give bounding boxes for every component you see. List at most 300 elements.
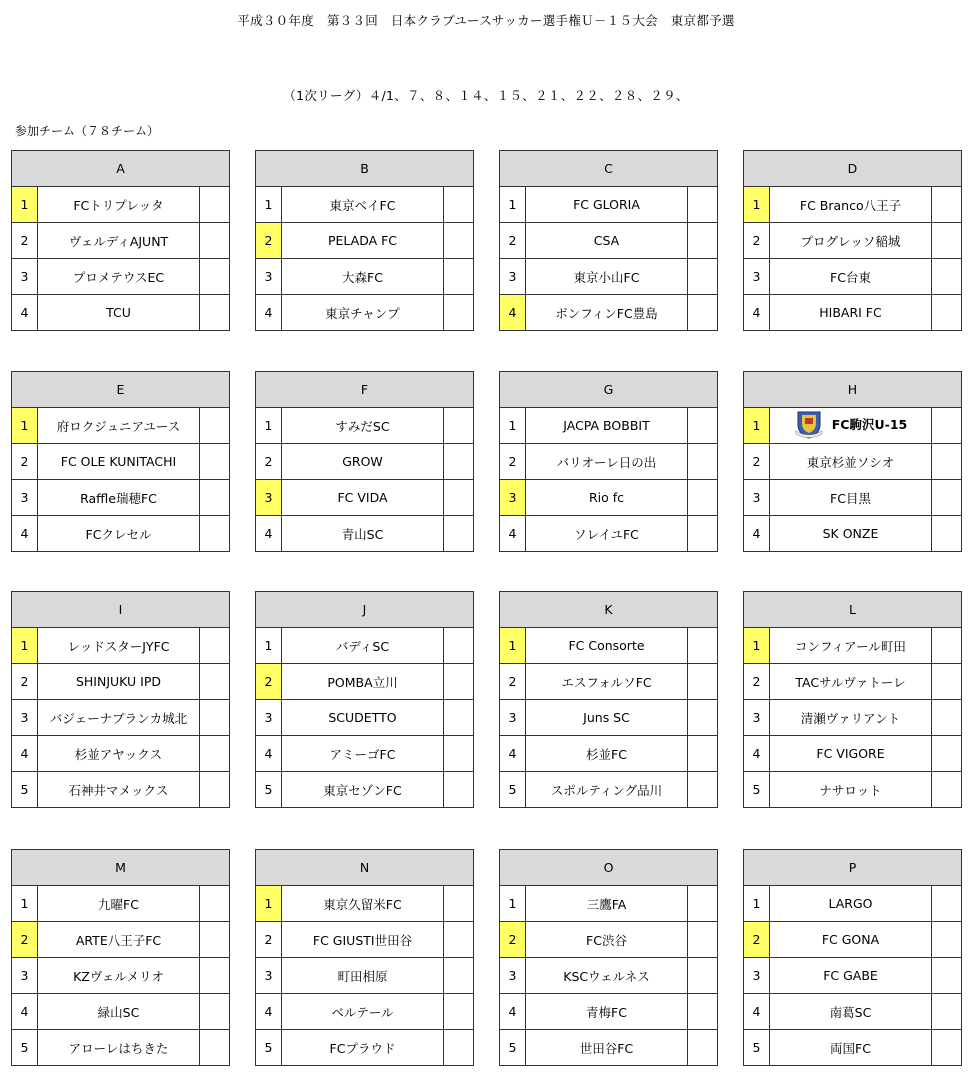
team-name: ヴェルディAJUNT xyxy=(38,223,200,259)
team-row xyxy=(500,480,718,516)
team-row xyxy=(256,1030,474,1066)
team-row xyxy=(12,700,230,736)
team-name: FC OLE KUNITACHI xyxy=(38,444,200,480)
group-table-p xyxy=(743,849,962,1066)
team-extra-cell xyxy=(444,295,474,331)
team-name: FC Branco八王子 xyxy=(770,187,932,223)
team-extra-cell xyxy=(688,772,718,808)
team-name: ボンフィンFC豊島 xyxy=(526,295,688,331)
group-header: M xyxy=(12,850,230,886)
team-number: 3 xyxy=(12,958,38,994)
team-extra-cell xyxy=(932,295,962,331)
team-extra-cell xyxy=(688,736,718,772)
team-extra-cell xyxy=(444,994,474,1030)
team-number: 2 xyxy=(500,664,526,700)
team-name: KSCウェルネス xyxy=(526,958,688,994)
team-number: 1 xyxy=(12,628,38,664)
team-row xyxy=(500,628,718,664)
team-number: 4 xyxy=(744,516,770,552)
team-row xyxy=(12,1030,230,1066)
team-name: SK ONZE xyxy=(770,516,932,552)
group-header: K xyxy=(500,592,718,628)
team-row xyxy=(744,736,962,772)
group-header: A xyxy=(12,151,230,187)
team-name: FC Consorte xyxy=(526,628,688,664)
team-extra-cell xyxy=(932,223,962,259)
team-row xyxy=(744,444,962,480)
team-row xyxy=(12,480,230,516)
team-row xyxy=(500,187,718,223)
team-extra-cell xyxy=(688,480,718,516)
team-number: 3 xyxy=(12,259,38,295)
team-extra-cell xyxy=(444,628,474,664)
team-row xyxy=(500,223,718,259)
team-number: 1 xyxy=(500,628,526,664)
group-header: N xyxy=(256,850,474,886)
team-number: 5 xyxy=(256,1030,282,1066)
team-number: 5 xyxy=(500,1030,526,1066)
team-extra-cell xyxy=(444,444,474,480)
team-row xyxy=(500,958,718,994)
team-number: 2 xyxy=(12,223,38,259)
team-extra-cell xyxy=(688,408,718,444)
team-extra-cell xyxy=(200,772,230,808)
team-number: 1 xyxy=(256,886,282,922)
group-header: I xyxy=(12,592,230,628)
team-row xyxy=(744,295,962,331)
group-header: D xyxy=(744,151,962,187)
group-header: O xyxy=(500,850,718,886)
team-number: 2 xyxy=(256,223,282,259)
team-row xyxy=(500,295,718,331)
team-extra-cell xyxy=(688,700,718,736)
team-name: FC台東 xyxy=(770,259,932,295)
team-row xyxy=(256,994,474,1030)
team-name: 九曜FC xyxy=(38,886,200,922)
team-number: 3 xyxy=(256,480,282,516)
team-row xyxy=(256,295,474,331)
team-row xyxy=(744,922,962,958)
group-table-f xyxy=(255,371,474,552)
team-row xyxy=(12,628,230,664)
team-name: コンフィアール町田 xyxy=(770,628,932,664)
team-name: TACサルヴァトーレ xyxy=(770,664,932,700)
team-extra-cell xyxy=(932,772,962,808)
team-name: Juns SC xyxy=(526,700,688,736)
team-number: 5 xyxy=(12,772,38,808)
team-name: JACPA BOBBIT xyxy=(526,408,688,444)
group-table-h xyxy=(743,371,962,552)
team-row xyxy=(256,922,474,958)
team-number: 1 xyxy=(256,408,282,444)
group-table-o xyxy=(499,849,718,1066)
team-row xyxy=(744,1030,962,1066)
team-name: 東京チャンプ xyxy=(282,295,444,331)
team-number: 3 xyxy=(256,958,282,994)
team-row xyxy=(744,994,962,1030)
team-extra-cell xyxy=(932,259,962,295)
team-name: すみだSC xyxy=(282,408,444,444)
team-number: 4 xyxy=(744,295,770,331)
team-number: 1 xyxy=(500,886,526,922)
team-row xyxy=(256,408,474,444)
group-table-j xyxy=(255,591,474,808)
team-name: SCUDETTO xyxy=(282,700,444,736)
team-number: 3 xyxy=(744,958,770,994)
team-number: 1 xyxy=(744,886,770,922)
team-row xyxy=(12,408,230,444)
team-extra-cell xyxy=(444,408,474,444)
team-row xyxy=(744,886,962,922)
team-row xyxy=(256,628,474,664)
team-row xyxy=(12,295,230,331)
team-row xyxy=(12,444,230,480)
team-number: 1 xyxy=(500,408,526,444)
team-name: FC GABE xyxy=(770,958,932,994)
group-header: E xyxy=(12,372,230,408)
team-name xyxy=(770,408,932,444)
team-name: PELADA FC xyxy=(282,223,444,259)
team-number: 2 xyxy=(500,444,526,480)
team-number: 2 xyxy=(256,664,282,700)
team-extra-cell xyxy=(932,444,962,480)
team-number: 5 xyxy=(744,1030,770,1066)
team-row xyxy=(12,516,230,552)
team-number: 4 xyxy=(744,736,770,772)
team-name: バリオーレ日の出 xyxy=(526,444,688,480)
team-extra-cell xyxy=(444,700,474,736)
team-name-label: FC駒沢U-15 xyxy=(831,417,908,432)
team-name: FC VIGORE xyxy=(770,736,932,772)
team-name: FCトリプレッタ xyxy=(38,187,200,223)
team-number: 1 xyxy=(12,886,38,922)
team-number: 3 xyxy=(256,259,282,295)
group-header: F xyxy=(256,372,474,408)
team-name: FC目黒 xyxy=(770,480,932,516)
team-extra-cell xyxy=(932,480,962,516)
team-extra-cell xyxy=(200,516,230,552)
team-row xyxy=(500,772,718,808)
team-extra-cell xyxy=(200,994,230,1030)
team-number: 4 xyxy=(256,516,282,552)
team-name: ベルテール xyxy=(282,994,444,1030)
team-name: 両国FC xyxy=(770,1030,932,1066)
team-name: 東京セゾンFC xyxy=(282,772,444,808)
team-name: SHINJUKU IPD xyxy=(38,664,200,700)
team-extra-cell xyxy=(200,187,230,223)
team-name: FCクレセル xyxy=(38,516,200,552)
team-number: 4 xyxy=(12,295,38,331)
team-name: 青山SC xyxy=(282,516,444,552)
group-table-c xyxy=(499,150,718,331)
team-extra-cell xyxy=(444,1030,474,1066)
team-extra-cell xyxy=(444,223,474,259)
team-extra-cell xyxy=(932,664,962,700)
team-extra-cell xyxy=(688,994,718,1030)
team-row xyxy=(500,886,718,922)
team-extra-cell xyxy=(688,223,718,259)
team-name: レッドスターJYFC xyxy=(38,628,200,664)
team-name: CSA xyxy=(526,223,688,259)
team-name: ソレイユFC xyxy=(526,516,688,552)
team-row xyxy=(256,516,474,552)
team-number: 3 xyxy=(12,700,38,736)
team-extra-cell xyxy=(688,886,718,922)
team-row xyxy=(256,223,474,259)
team-extra-cell xyxy=(444,480,474,516)
team-name: 東京小山FC xyxy=(526,259,688,295)
group-header: J xyxy=(256,592,474,628)
team-number: 3 xyxy=(500,480,526,516)
group-table-d xyxy=(743,150,962,331)
team-number: 2 xyxy=(256,922,282,958)
team-number: 4 xyxy=(12,516,38,552)
team-extra-cell xyxy=(444,886,474,922)
group-table-g xyxy=(499,371,718,552)
team-extra-cell xyxy=(932,628,962,664)
team-extra-cell xyxy=(200,295,230,331)
team-name: 南葛SC xyxy=(770,994,932,1030)
team-row xyxy=(744,700,962,736)
team-extra-cell xyxy=(932,187,962,223)
team-number: 1 xyxy=(500,187,526,223)
team-row xyxy=(256,886,474,922)
team-extra-cell xyxy=(932,886,962,922)
team-number: 1 xyxy=(744,408,770,444)
team-number: 1 xyxy=(744,187,770,223)
team-name: ARTE八王子FC xyxy=(38,922,200,958)
team-number: 2 xyxy=(12,922,38,958)
team-extra-cell xyxy=(932,958,962,994)
team-row xyxy=(500,922,718,958)
team-number: 1 xyxy=(256,187,282,223)
team-extra-cell xyxy=(200,223,230,259)
team-name: LARGO xyxy=(770,886,932,922)
team-extra-cell xyxy=(200,444,230,480)
team-row xyxy=(500,994,718,1030)
team-number: 4 xyxy=(500,516,526,552)
team-row xyxy=(256,480,474,516)
team-number: 4 xyxy=(744,994,770,1030)
team-row xyxy=(12,736,230,772)
team-extra-cell xyxy=(932,408,962,444)
team-extra-cell xyxy=(688,628,718,664)
team-row xyxy=(744,516,962,552)
team-number: 2 xyxy=(744,664,770,700)
team-name: HIBARI FC xyxy=(770,295,932,331)
team-number: 5 xyxy=(12,1030,38,1066)
team-number: 3 xyxy=(744,480,770,516)
group-header: P xyxy=(744,850,962,886)
team-name: FC VIDA xyxy=(282,480,444,516)
group-table-a xyxy=(11,150,230,331)
team-extra-cell xyxy=(688,922,718,958)
team-row xyxy=(256,664,474,700)
team-name: TCU xyxy=(38,295,200,331)
group-table-i xyxy=(11,591,230,808)
team-name: FC渋谷 xyxy=(526,922,688,958)
team-name: プロメテウスEC xyxy=(38,259,200,295)
group-header: L xyxy=(744,592,962,628)
team-name: POMBA立川 xyxy=(282,664,444,700)
team-number: 4 xyxy=(256,994,282,1030)
team-extra-cell xyxy=(444,259,474,295)
group-header: B xyxy=(256,151,474,187)
team-row xyxy=(256,736,474,772)
team-number: 4 xyxy=(256,295,282,331)
group-table-b xyxy=(255,150,474,331)
team-row xyxy=(12,187,230,223)
team-number: 2 xyxy=(12,664,38,700)
team-extra-cell xyxy=(200,480,230,516)
team-number: 4 xyxy=(500,295,526,331)
team-number: 1 xyxy=(12,408,38,444)
team-row xyxy=(12,223,230,259)
team-name: Raffle瑞穂FC xyxy=(38,480,200,516)
fc-komazawa-crest-icon xyxy=(794,409,824,439)
team-number: 2 xyxy=(500,223,526,259)
team-name: バジェーナブランカ城北 xyxy=(38,700,200,736)
team-number: 4 xyxy=(12,994,38,1030)
team-name: GROW xyxy=(282,444,444,480)
team-extra-cell xyxy=(200,259,230,295)
team-number: 3 xyxy=(744,259,770,295)
team-name: アローレはちきた xyxy=(38,1030,200,1066)
team-row xyxy=(500,1030,718,1066)
team-number: 4 xyxy=(256,736,282,772)
team-extra-cell xyxy=(688,516,718,552)
team-row xyxy=(256,187,474,223)
team-number: 3 xyxy=(500,700,526,736)
team-number: 5 xyxy=(500,772,526,808)
team-extra-cell xyxy=(200,736,230,772)
team-name: 東京久留米FC xyxy=(282,886,444,922)
group-table-e xyxy=(11,371,230,552)
team-row xyxy=(744,187,962,223)
team-name: ナサロット xyxy=(770,772,932,808)
team-name: FC GLORIA xyxy=(526,187,688,223)
team-name: 東京杉並ソシオ xyxy=(770,444,932,480)
team-name: 緑山SC xyxy=(38,994,200,1030)
team-row xyxy=(12,994,230,1030)
team-row xyxy=(256,772,474,808)
team-extra-cell xyxy=(444,772,474,808)
team-number: 3 xyxy=(500,958,526,994)
team-number: 3 xyxy=(744,700,770,736)
team-row xyxy=(500,444,718,480)
team-name: FCプラウド xyxy=(282,1030,444,1066)
team-extra-cell xyxy=(932,994,962,1030)
team-name: 杉並FC xyxy=(526,736,688,772)
team-number: 4 xyxy=(500,736,526,772)
team-number: 2 xyxy=(744,922,770,958)
team-name: 世田谷FC xyxy=(526,1030,688,1066)
team-name: バディSC xyxy=(282,628,444,664)
team-extra-cell xyxy=(688,187,718,223)
team-number: 4 xyxy=(12,736,38,772)
team-name: KZヴェルメリオ xyxy=(38,958,200,994)
team-name: アミーゴFC xyxy=(282,736,444,772)
team-extra-cell xyxy=(688,664,718,700)
team-row xyxy=(12,886,230,922)
team-number: 5 xyxy=(744,772,770,808)
team-number: 2 xyxy=(744,223,770,259)
team-extra-cell xyxy=(200,628,230,664)
team-extra-cell xyxy=(200,958,230,994)
team-extra-cell xyxy=(444,516,474,552)
team-extra-cell xyxy=(688,958,718,994)
team-name: 東京ベイFC xyxy=(282,187,444,223)
team-row xyxy=(12,664,230,700)
team-name: 石神井マメックス xyxy=(38,772,200,808)
team-row xyxy=(744,664,962,700)
team-name-with-logo xyxy=(794,409,907,439)
team-extra-cell xyxy=(932,1030,962,1066)
team-number: 4 xyxy=(500,994,526,1030)
team-name: 町田相原 xyxy=(282,958,444,994)
team-row xyxy=(500,664,718,700)
team-extra-cell xyxy=(444,736,474,772)
team-name: FC GIUSTI世田谷 xyxy=(282,922,444,958)
team-row xyxy=(744,480,962,516)
team-extra-cell xyxy=(200,408,230,444)
team-row xyxy=(256,259,474,295)
team-row xyxy=(256,958,474,994)
team-extra-cell xyxy=(200,700,230,736)
page-title: 平成３０年度 第３３回 日本クラブユースサッカー選手権Ｕ－１５大会 東京都予選 xyxy=(237,13,735,28)
group-table-n xyxy=(255,849,474,1066)
team-extra-cell xyxy=(688,259,718,295)
team-row xyxy=(12,259,230,295)
team-number: 2 xyxy=(744,444,770,480)
team-row xyxy=(500,408,718,444)
team-number: 1 xyxy=(12,187,38,223)
team-name: スポルティング品川 xyxy=(526,772,688,808)
team-number: 3 xyxy=(12,480,38,516)
team-name: エスフォルソFC xyxy=(526,664,688,700)
team-row xyxy=(500,516,718,552)
team-extra-cell xyxy=(688,295,718,331)
team-row xyxy=(256,700,474,736)
team-extra-cell xyxy=(200,886,230,922)
team-row xyxy=(12,958,230,994)
team-extra-cell xyxy=(444,187,474,223)
team-name: 青梅FC xyxy=(526,994,688,1030)
team-extra-cell xyxy=(200,922,230,958)
team-extra-cell xyxy=(688,1030,718,1066)
team-extra-cell xyxy=(932,736,962,772)
team-number: 3 xyxy=(500,259,526,295)
team-row xyxy=(744,772,962,808)
team-number: 2 xyxy=(256,444,282,480)
group-header: G xyxy=(500,372,718,408)
team-extra-cell xyxy=(444,664,474,700)
team-row xyxy=(744,408,962,444)
team-name: FC GONA xyxy=(770,922,932,958)
team-row xyxy=(500,259,718,295)
team-extra-cell xyxy=(932,922,962,958)
group-header: H xyxy=(744,372,962,408)
team-name: 清瀬ヴァリアント xyxy=(770,700,932,736)
group-table-k xyxy=(499,591,718,808)
team-number: 2 xyxy=(12,444,38,480)
team-extra-cell xyxy=(444,922,474,958)
group-table-m xyxy=(11,849,230,1066)
team-row xyxy=(12,772,230,808)
team-name: 府ロクジュニアユース xyxy=(38,408,200,444)
team-number: 3 xyxy=(256,700,282,736)
team-number: 2 xyxy=(500,922,526,958)
